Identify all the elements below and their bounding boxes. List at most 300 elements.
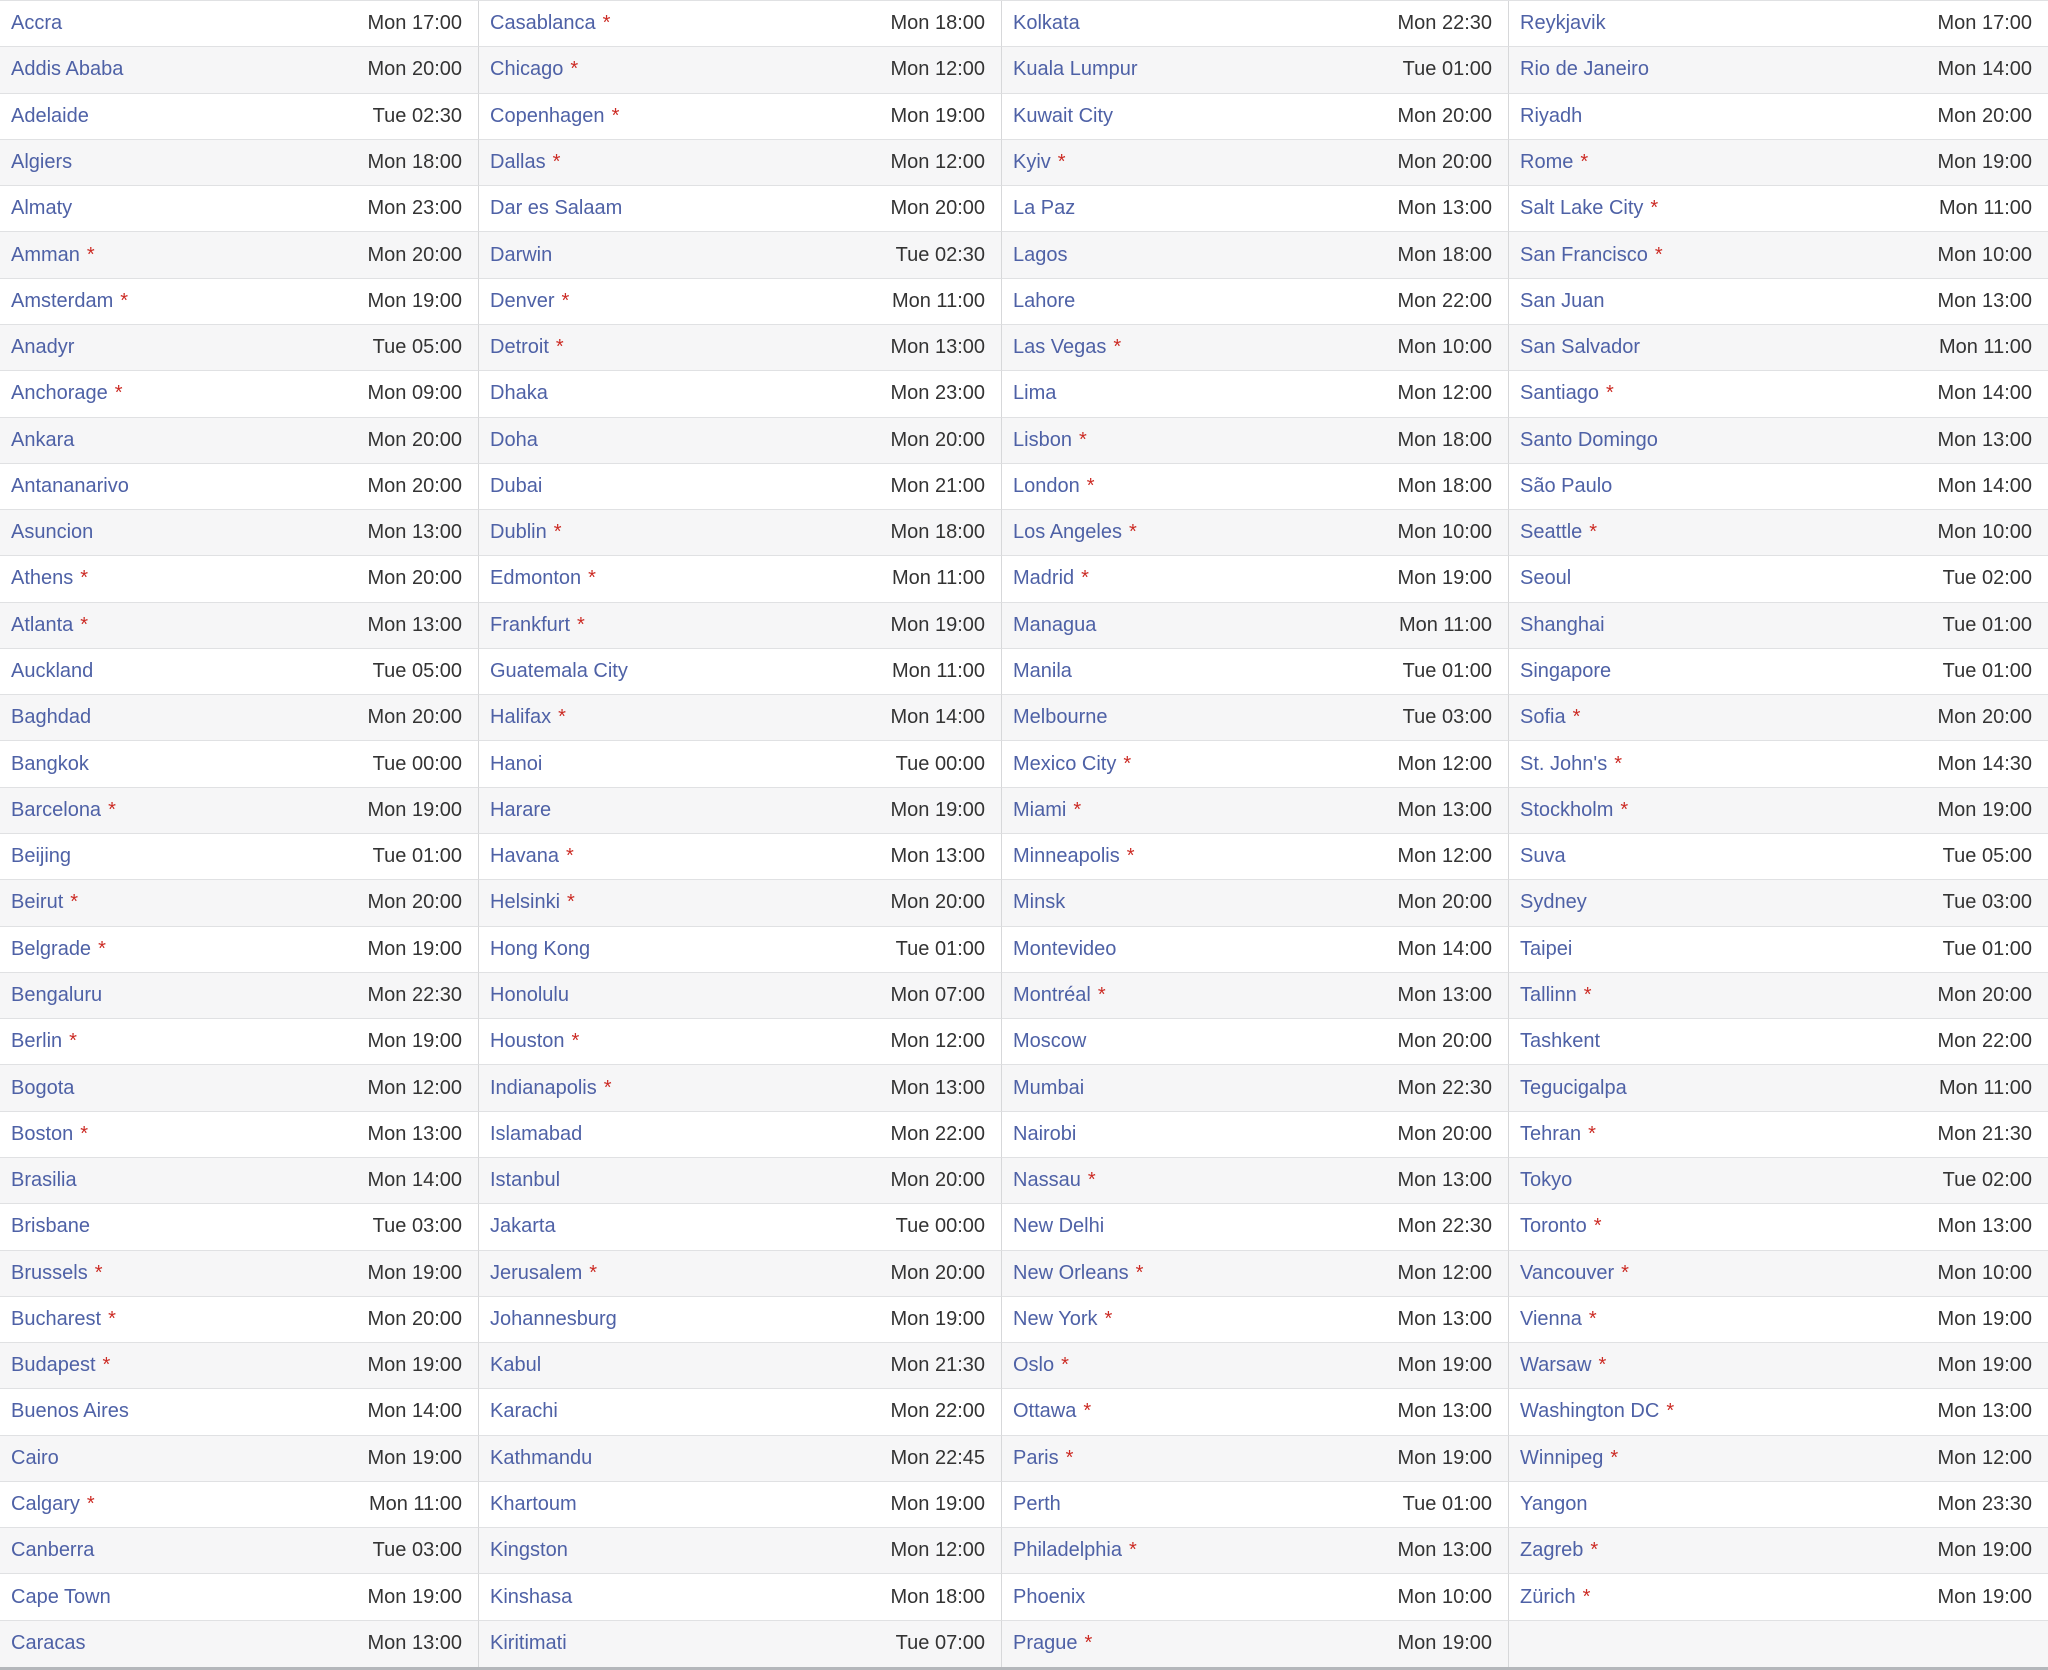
city-link[interactable]: La Paz (1013, 197, 1076, 220)
time-value: Mon 19:00 (367, 937, 462, 960)
clock-cell (1001, 186, 1508, 232)
city-link[interactable]: Darwin (490, 243, 553, 266)
dst-asterisk-icon: * (555, 336, 564, 359)
time-value: Mon 19:00 (890, 613, 985, 636)
time-value: Tue 01:00 (1942, 613, 2032, 636)
city-link[interactable]: Hong Kong (490, 937, 591, 960)
time-value: Mon 20:00 (367, 243, 462, 266)
city-link[interactable]: St. John's (1520, 752, 1608, 775)
clock-cell (1508, 1019, 2048, 1065)
city-link[interactable]: Shanghai (1520, 613, 1605, 636)
time-value: Mon 19:00 (890, 1307, 985, 1330)
city-link[interactable]: London (1013, 474, 1080, 497)
city-link[interactable]: Mexico City (1013, 752, 1117, 775)
time-value: Mon 21:30 (1937, 1122, 2032, 1145)
clock-cell (478, 371, 1001, 417)
city-link[interactable]: Anchorage (11, 382, 108, 405)
time-value: Tue 07:00 (895, 1632, 985, 1655)
dst-asterisk-icon: * (1650, 197, 1659, 220)
time-value: Mon 10:00 (1397, 336, 1492, 359)
time-value: Mon 11:00 (1938, 197, 2032, 220)
dst-asterisk-icon: * (1589, 521, 1598, 544)
city-link[interactable]: Santo Domingo (1520, 428, 1658, 451)
time-value: Mon 12:00 (1397, 382, 1492, 405)
city-link[interactable]: Washington DC (1520, 1400, 1660, 1423)
city-link[interactable]: Tashkent (1520, 1030, 1601, 1053)
time-value: Mon 12:00 (890, 58, 985, 81)
dst-asterisk-icon: * (1135, 1261, 1144, 1284)
dst-asterisk-icon: * (86, 1493, 95, 1516)
time-value: Mon 19:00 (367, 289, 462, 312)
city-link[interactable]: Warsaw (1520, 1354, 1592, 1377)
time-value: Mon 20:00 (1397, 891, 1492, 914)
city-link[interactable]: Copenhagen (490, 104, 605, 127)
clock-cell (1508, 973, 2048, 1019)
city-link[interactable]: Nairobi (1013, 1122, 1077, 1145)
city-link[interactable]: Rio de Janeiro (1520, 58, 1649, 81)
time-value: Mon 19:00 (1937, 1585, 2032, 1608)
city-link[interactable]: Halifax (490, 706, 552, 729)
clock-cell (478, 1528, 1001, 1574)
city-link[interactable]: Kingston (490, 1539, 568, 1562)
clock-cell (1001, 1112, 1508, 1158)
city-link[interactable]: Kuala Lumpur (1013, 58, 1138, 81)
time-value: Mon 13:00 (1937, 428, 2032, 451)
clock-cell (478, 927, 1001, 973)
city-link[interactable]: Algiers (11, 150, 73, 173)
city-link[interactable]: Havana (490, 845, 559, 868)
city-link[interactable]: Brisbane (11, 1215, 90, 1238)
city-link[interactable]: Las Vegas (1013, 336, 1107, 359)
time-value: Mon 22:30 (367, 983, 462, 1006)
city-link[interactable]: San Salvador (1520, 336, 1641, 359)
city-link[interactable]: Atlanta (11, 613, 74, 636)
clock-cell (1508, 927, 2048, 973)
city-link[interactable]: Taipei (1520, 937, 1573, 960)
time-value: Mon 10:00 (1937, 1261, 2032, 1284)
dst-asterisk-icon: * (1583, 983, 1592, 1006)
city-link[interactable]: Tehran (1520, 1122, 1582, 1145)
clock-cell (478, 325, 1001, 371)
city-link[interactable]: Sydney (1520, 891, 1587, 914)
clock-cell (1001, 1528, 1508, 1574)
clock-cell (1508, 603, 2048, 649)
time-value: Mon 13:00 (1937, 1400, 2032, 1423)
city-link[interactable]: Yangon (1520, 1493, 1588, 1516)
clock-cell (0, 1112, 478, 1158)
time-value: Mon 11:00 (368, 1493, 462, 1516)
city-link[interactable]: Kolkata (1013, 12, 1080, 35)
clock-cell (1001, 1158, 1508, 1204)
city-link[interactable]: Bucharest (11, 1307, 102, 1330)
dst-asterisk-icon: * (1666, 1400, 1675, 1423)
time-value: Mon 20:00 (367, 474, 462, 497)
city-link[interactable]: Miami (1013, 798, 1067, 821)
city-link[interactable]: Bangkok (11, 752, 89, 775)
time-value: Tue 00:00 (895, 1215, 985, 1238)
city-link[interactable]: Vienna (1520, 1307, 1582, 1330)
clock-cell (1001, 603, 1508, 649)
city-link[interactable]: Lahore (1013, 289, 1076, 312)
city-link[interactable]: Amsterdam (11, 289, 114, 312)
time-value: Mon 13:00 (1397, 1307, 1492, 1330)
city-link[interactable]: Winnipeg (1520, 1446, 1604, 1469)
clock-cell (0, 973, 478, 1019)
city-link[interactable]: Chicago (490, 58, 564, 81)
dst-asterisk-icon: * (1057, 150, 1066, 173)
clock-cell (1508, 186, 2048, 232)
city-link[interactable]: Lagos (1013, 243, 1068, 266)
city-link[interactable]: Accra (11, 12, 63, 35)
time-value: Mon 10:00 (1937, 521, 2032, 544)
clock-cell (0, 1436, 478, 1482)
dst-asterisk-icon: * (561, 289, 570, 312)
city-link[interactable]: Ankara (11, 428, 75, 451)
clock-cell (0, 1297, 478, 1343)
city-link[interactable]: Baghdad (11, 706, 92, 729)
time-value: Mon 18:00 (367, 150, 462, 173)
city-link[interactable]: Singapore (1520, 660, 1612, 683)
city-link[interactable]: Addis Ababa (11, 58, 124, 81)
city-link[interactable]: Amman (11, 243, 80, 266)
city-link[interactable]: Ottawa (1013, 1400, 1077, 1423)
time-value: Mon 22:30 (1397, 12, 1492, 35)
city-link[interactable]: Helsinki (490, 891, 561, 914)
time-value: Mon 13:00 (890, 336, 985, 359)
city-link[interactable]: Harare (490, 798, 552, 821)
clock-cell (1001, 1621, 1508, 1667)
city-link[interactable]: Stockholm (1520, 798, 1614, 821)
city-link[interactable]: Doha (490, 428, 538, 451)
clock-cell (1508, 1574, 2048, 1620)
city-link[interactable]: Manila (1013, 660, 1072, 683)
time-value: Mon 13:00 (1397, 983, 1492, 1006)
city-link[interactable]: Cape Town (11, 1585, 111, 1608)
city-link[interactable]: Seattle (1520, 521, 1583, 544)
dst-asterisk-icon: * (1078, 428, 1087, 451)
city-link[interactable]: Johannesburg (490, 1307, 617, 1330)
dst-asterisk-icon: * (589, 1261, 598, 1284)
dst-asterisk-icon: * (1113, 336, 1122, 359)
clock-cell (1508, 232, 2048, 278)
clock-cell (0, 1574, 478, 1620)
time-value: Mon 12:00 (1397, 845, 1492, 868)
clock-cell (0, 1482, 478, 1528)
clock-cell (478, 834, 1001, 880)
city-link[interactable]: Canberra (11, 1539, 95, 1562)
clock-cell (1508, 556, 2048, 602)
city-link[interactable]: San Juan (1520, 289, 1605, 312)
city-link[interactable]: Adelaide (11, 104, 89, 127)
city-link[interactable]: Anadyr (11, 336, 75, 359)
city-link[interactable]: Lima (1013, 382, 1057, 405)
clock-cell (478, 279, 1001, 325)
city-link[interactable]: New Orleans (1013, 1261, 1129, 1284)
time-value: Tue 00:00 (372, 752, 462, 775)
city-link[interactable]: Asuncion (11, 521, 94, 544)
city-link[interactable]: Calgary (11, 1493, 80, 1516)
city-link[interactable]: Kyiv (1013, 150, 1051, 173)
dst-asterisk-icon: * (602, 12, 611, 35)
city-link[interactable]: New Delhi (1013, 1215, 1105, 1238)
city-link[interactable]: Bogota (11, 1076, 75, 1099)
city-link[interactable]: Guatemala City (490, 660, 628, 683)
time-value: Tue 01:00 (1402, 1493, 1492, 1516)
city-link[interactable]: Frankfurt (490, 613, 571, 636)
time-value: Tue 01:00 (1402, 58, 1492, 81)
city-link[interactable]: Casablanca (490, 12, 596, 35)
city-link[interactable]: Houston (490, 1030, 565, 1053)
city-link[interactable]: Boston (11, 1122, 74, 1145)
city-link[interactable]: Sofia (1520, 706, 1566, 729)
city-link[interactable]: Dar es Salaam (490, 197, 623, 220)
city-link[interactable]: Seoul (1520, 567, 1572, 590)
clock-cell (1508, 1158, 2048, 1204)
city-link[interactable]: Budapest (11, 1354, 96, 1377)
clock-cell (0, 1251, 478, 1297)
clock-cell (0, 418, 478, 464)
city-link[interactable]: Zürich (1520, 1585, 1576, 1608)
city-link[interactable]: Mumbai (1013, 1076, 1085, 1099)
time-value: Mon 19:00 (367, 1030, 462, 1053)
city-link[interactable]: Zagreb (1520, 1539, 1584, 1562)
city-link[interactable]: Honolulu (490, 983, 569, 1006)
city-link[interactable]: Tokyo (1520, 1169, 1573, 1192)
time-value: Tue 02:00 (1942, 567, 2032, 590)
city-link[interactable]: Prague (1013, 1632, 1078, 1655)
clock-cell (1508, 788, 2048, 834)
dst-asterisk-icon: * (1610, 1446, 1619, 1469)
city-link[interactable]: Brasilia (11, 1169, 77, 1192)
city-link[interactable]: Jakarta (490, 1215, 556, 1238)
city-link[interactable]: Jerusalem (490, 1261, 583, 1284)
city-link[interactable]: São Paulo (1520, 474, 1613, 497)
dst-asterisk-icon: * (1588, 1122, 1596, 1145)
city-link[interactable]: Perth (1013, 1493, 1061, 1516)
time-value: Mon 11:00 (1398, 613, 1492, 636)
city-link[interactable]: Nassau (1013, 1169, 1081, 1192)
city-link[interactable]: Kuwait City (1013, 104, 1114, 127)
dst-asterisk-icon: * (70, 891, 79, 914)
clock-cell (1001, 880, 1508, 926)
clock-cell (1001, 788, 1508, 834)
clock-cell (1001, 1343, 1508, 1389)
time-value: Mon 22:45 (890, 1446, 985, 1469)
city-link[interactable]: Islamabad (490, 1122, 583, 1145)
city-link[interactable]: Los Angeles (1013, 521, 1122, 544)
city-link[interactable]: Hanoi (490, 752, 543, 775)
city-link[interactable]: Philadelphia (1013, 1539, 1122, 1562)
dst-asterisk-icon: * (570, 58, 579, 81)
time-value: Mon 22:00 (1397, 289, 1492, 312)
time-value: Mon 14:30 (1937, 752, 2032, 775)
city-link[interactable]: Kiritimati (490, 1632, 567, 1655)
time-value: Mon 20:00 (1937, 983, 2032, 1006)
city-link[interactable]: Buenos Aires (11, 1400, 129, 1423)
city-link[interactable]: Vancouver (1520, 1261, 1615, 1284)
time-value: Mon 20:00 (367, 58, 462, 81)
city-link[interactable]: Brussels (11, 1261, 88, 1284)
clock-cell (0, 695, 478, 741)
city-link[interactable]: Indianapolis (490, 1076, 597, 1099)
city-link[interactable]: Beirut (11, 891, 64, 914)
clock-cell (478, 1204, 1001, 1250)
city-link[interactable]: Dublin (490, 521, 547, 544)
city-link[interactable]: Kabul (490, 1354, 542, 1377)
clock-cell (0, 325, 478, 371)
time-value: Mon 13:00 (1397, 197, 1492, 220)
city-link[interactable]: Kathmandu (490, 1446, 593, 1469)
clock-cell (1508, 140, 2048, 186)
dst-asterisk-icon: * (577, 613, 585, 636)
city-link[interactable]: Detroit (490, 336, 549, 359)
city-link[interactable]: Phoenix (1013, 1585, 1086, 1608)
city-link[interactable]: Montevideo (1013, 937, 1117, 960)
city-link[interactable]: Dubai (490, 474, 543, 497)
clock-cell (478, 1343, 1001, 1389)
city-link[interactable]: Toronto (1520, 1215, 1587, 1238)
city-link[interactable]: Madrid (1013, 567, 1075, 590)
city-link[interactable]: San Francisco (1520, 243, 1648, 266)
city-link[interactable]: Bengaluru (11, 983, 103, 1006)
clock-cell (478, 603, 1001, 649)
clock-cell (1508, 325, 2048, 371)
time-value: Mon 19:00 (1397, 1446, 1492, 1469)
city-link[interactable]: Karachi (490, 1400, 558, 1423)
city-link[interactable]: Moscow (1013, 1030, 1087, 1053)
time-value: Mon 13:00 (367, 521, 462, 544)
time-value: Tue 03:00 (372, 1539, 462, 1562)
city-link[interactable]: Montréal (1013, 983, 1091, 1006)
dst-asterisk-icon: * (552, 150, 561, 173)
time-value: Mon 17:00 (1937, 12, 2032, 35)
clock-cell (1508, 1065, 2048, 1111)
city-link[interactable]: New York (1013, 1307, 1098, 1330)
clock-cell (478, 556, 1001, 602)
clock-cell (1001, 1482, 1508, 1528)
city-link[interactable]: Athens (11, 567, 74, 590)
clock-cell (0, 186, 478, 232)
city-link[interactable]: Denver (490, 289, 555, 312)
time-value: Tue 01:00 (1942, 660, 2032, 683)
clock-cell (478, 1251, 1001, 1297)
time-value: Mon 14:00 (1937, 474, 2032, 497)
clock-cell (1001, 649, 1508, 695)
dst-asterisk-icon: * (80, 613, 89, 636)
dst-asterisk-icon: * (565, 845, 574, 868)
clock-cell (0, 741, 478, 787)
time-value: Mon 20:00 (367, 428, 462, 451)
city-link[interactable]: Rome (1520, 150, 1574, 173)
time-value: Tue 05:00 (1942, 845, 2032, 868)
city-link[interactable]: Kinshasa (490, 1585, 573, 1608)
clock-cell (1001, 418, 1508, 464)
city-link[interactable]: Auckland (11, 660, 94, 683)
time-value: Mon 20:00 (367, 706, 462, 729)
time-value: Mon 19:00 (1937, 1354, 2032, 1377)
city-link[interactable]: Melbourne (1013, 706, 1108, 729)
city-link[interactable]: Salt Lake City (1520, 197, 1644, 220)
city-link[interactable]: Santiago (1520, 382, 1599, 405)
clock-cell (478, 1112, 1001, 1158)
city-link[interactable]: Antananarivo (11, 474, 129, 497)
city-link[interactable]: Barcelona (11, 798, 102, 821)
city-link[interactable]: Tegucigalpa (1520, 1076, 1627, 1099)
clock-cell (478, 973, 1001, 1019)
clock-cell (0, 94, 478, 140)
clock-cell (0, 788, 478, 834)
time-value: Mon 19:00 (367, 1585, 462, 1608)
city-link[interactable]: Reykjavik (1520, 12, 1606, 35)
city-link[interactable]: Paris (1013, 1446, 1059, 1469)
clock-cell (478, 1065, 1001, 1111)
city-link[interactable]: Minsk (1013, 891, 1066, 914)
city-link[interactable]: Istanbul (490, 1169, 561, 1192)
clock-cell (478, 649, 1001, 695)
city-link[interactable]: Caracas (11, 1632, 86, 1655)
city-link[interactable]: Beijing (11, 845, 72, 868)
time-value: Mon 18:00 (890, 521, 985, 544)
time-value: Mon 13:00 (1937, 289, 2032, 312)
city-link[interactable]: Riyadh (1520, 104, 1583, 127)
clock-cell (1001, 556, 1508, 602)
dst-asterisk-icon: * (1598, 1354, 1607, 1377)
time-value: Tue 02:30 (372, 104, 462, 127)
clock-cell (1508, 1251, 2048, 1297)
city-link[interactable]: Dallas (490, 150, 546, 173)
clock-cell (0, 510, 478, 556)
clock-cell (478, 1, 1001, 47)
time-value: Tue 01:00 (1402, 660, 1492, 683)
clock-cell (478, 1297, 1001, 1343)
city-link[interactable]: Berlin (11, 1030, 63, 1053)
clock-cell (1508, 464, 2048, 510)
clock-cell (1001, 927, 1508, 973)
city-link[interactable]: Belgrade (11, 937, 92, 960)
city-link[interactable]: Minneapolis (1013, 845, 1120, 868)
time-value: Tue 03:00 (1942, 891, 2032, 914)
dst-asterisk-icon: * (1097, 983, 1106, 1006)
time-value: Mon 14:00 (1397, 937, 1492, 960)
city-link[interactable]: Cairo (11, 1446, 59, 1469)
city-link[interactable]: Almaty (11, 197, 73, 220)
city-link[interactable]: Oslo (1013, 1354, 1055, 1377)
city-link[interactable]: Managua (1013, 613, 1097, 636)
time-value: Mon 13:00 (1397, 1400, 1492, 1423)
city-link[interactable]: Tallinn (1520, 983, 1577, 1006)
dst-asterisk-icon: * (80, 567, 89, 590)
clock-cell (0, 232, 478, 278)
time-value: Tue 00:00 (895, 752, 985, 775)
city-link[interactable]: Dhaka (490, 382, 548, 405)
dst-asterisk-icon: * (120, 289, 129, 312)
clock-cell (1508, 1297, 2048, 1343)
dst-asterisk-icon: * (114, 382, 123, 405)
city-link[interactable]: Lisbon (1013, 428, 1072, 451)
clock-cell (478, 1019, 1001, 1065)
city-link[interactable]: Suva (1520, 845, 1566, 868)
time-value: Tue 03:00 (1402, 706, 1492, 729)
clock-cell (478, 880, 1001, 926)
time-value: Mon 19:00 (367, 1446, 462, 1469)
clock-cell (1508, 1528, 2048, 1574)
dst-asterisk-icon: * (571, 1030, 580, 1053)
city-link[interactable]: Khartoum (490, 1493, 577, 1516)
city-link[interactable]: Edmonton (490, 567, 582, 590)
time-value: Mon 14:00 (367, 1400, 462, 1423)
dst-asterisk-icon: * (1073, 798, 1082, 821)
dst-asterisk-icon: * (553, 521, 562, 544)
